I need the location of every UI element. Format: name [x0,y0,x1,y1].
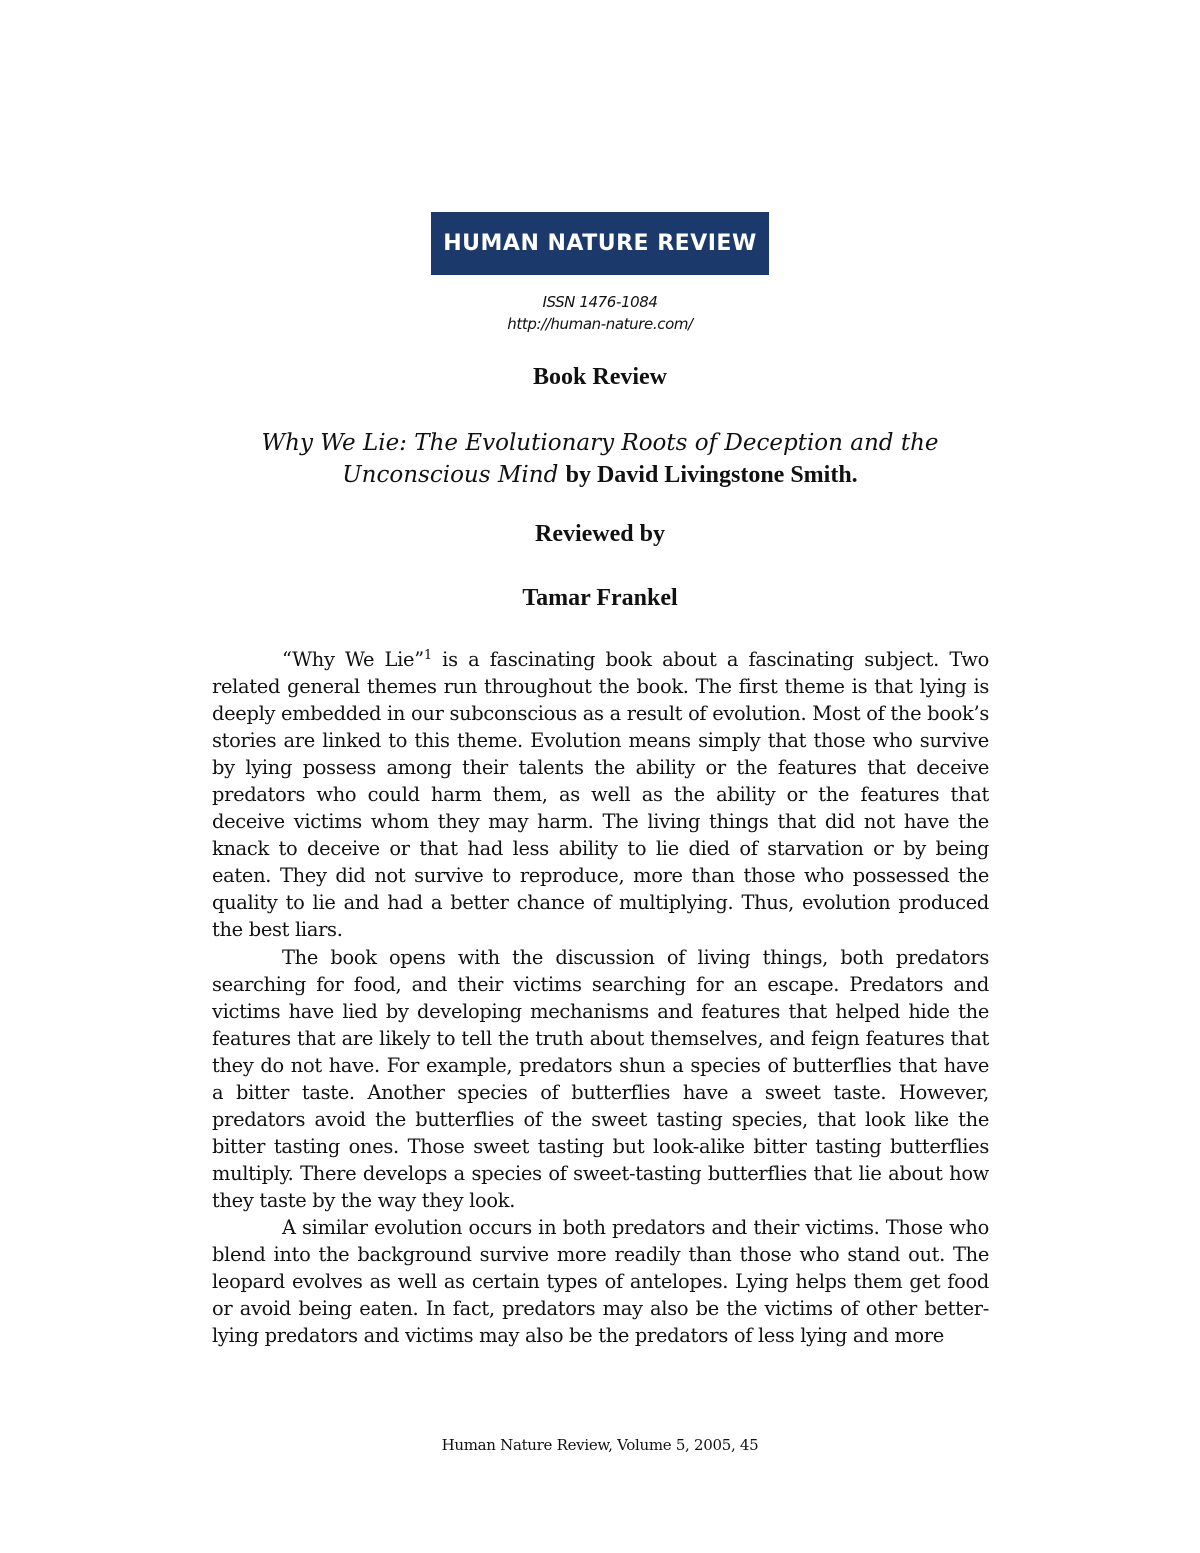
book-title-block [200,427,1000,491]
section-heading: Book Review [533,364,667,390]
paragraph-1-text: is a fascinating book about a fascinating subject. Two related general themes run throughout the book. The first theme is that lying is deeply embedded in our subconscious as a result of evolution. Most of the book’s stories are linked to this theme. Evolution means simply that those who survive by lying possess among their talents the ability or the features that deceive predators who could harm them, as well as the ability or the features that deceive victims whom they may harm. The living things that did not have the knack to deceive or that had less ability to lie died of starvation or by being eaten. They did not survive to reproduce, more than those who possessed the quality to lie and had a better chance of multiplying. Thus, evolution produced the best liars. [212,648,989,942]
book-author: by David Livingstone Smith. [565,462,858,488]
issn-line: ISSN 1476-1084 [542,293,658,311]
page-footer: Human Nature Review, Volume 5, 2005, 45 [441,1436,759,1454]
reviewer-name: Tamar Frankel [522,585,678,611]
journal-masthead-logo [431,212,769,275]
masthead-title: HUMAN NATURE REVIEW [443,231,757,256]
quoted-title: “Why We Lie” [282,648,424,671]
book-title-line1: Why We Lie: The Evolutionary Roots of Deception and the [261,430,939,456]
reviewed-by-label: Reviewed by [535,521,665,547]
paragraph-2: The book opens with the discussion of living things, both predators searching for food, and their victims searching for an escape. Predators and victims have lied by developing mechanisms and features that helped hide the features that are likely to tell the truth about themselves, and feign features that they do not have. For example, predators shun a species of butterflies that have a bitter taste. Another species of butterflies have a sweet taste. However, predators avoid the butterflies of the sweet tasting species, that look like the bitter tasting ones. Those sweet tasting but look-alike bitter tasting butterflies multiply. There develops a species of sweet-tasting butterflies that lie about how they taste by the way they look. [212,945,989,1212]
paragraph-3: A similar evolution occurs in both predators and their victims. Those who blend into the background survive more readily than those who stand out. The leopard evolves as well as certain types of antelopes. Lying helps them get food or avoid being eaten. In fact, predators may also be the victims of other better-lying predators and victims may also be the predators of less lying and more [212,1215,989,1348]
paragraph-1 [212,646,989,944]
journal-url: http://human-nature.com/ [507,315,693,333]
footnote-ref: 1 [423,648,432,663]
review-body [212,646,989,1349]
book-title-line2: Unconscious Mind [342,462,559,488]
